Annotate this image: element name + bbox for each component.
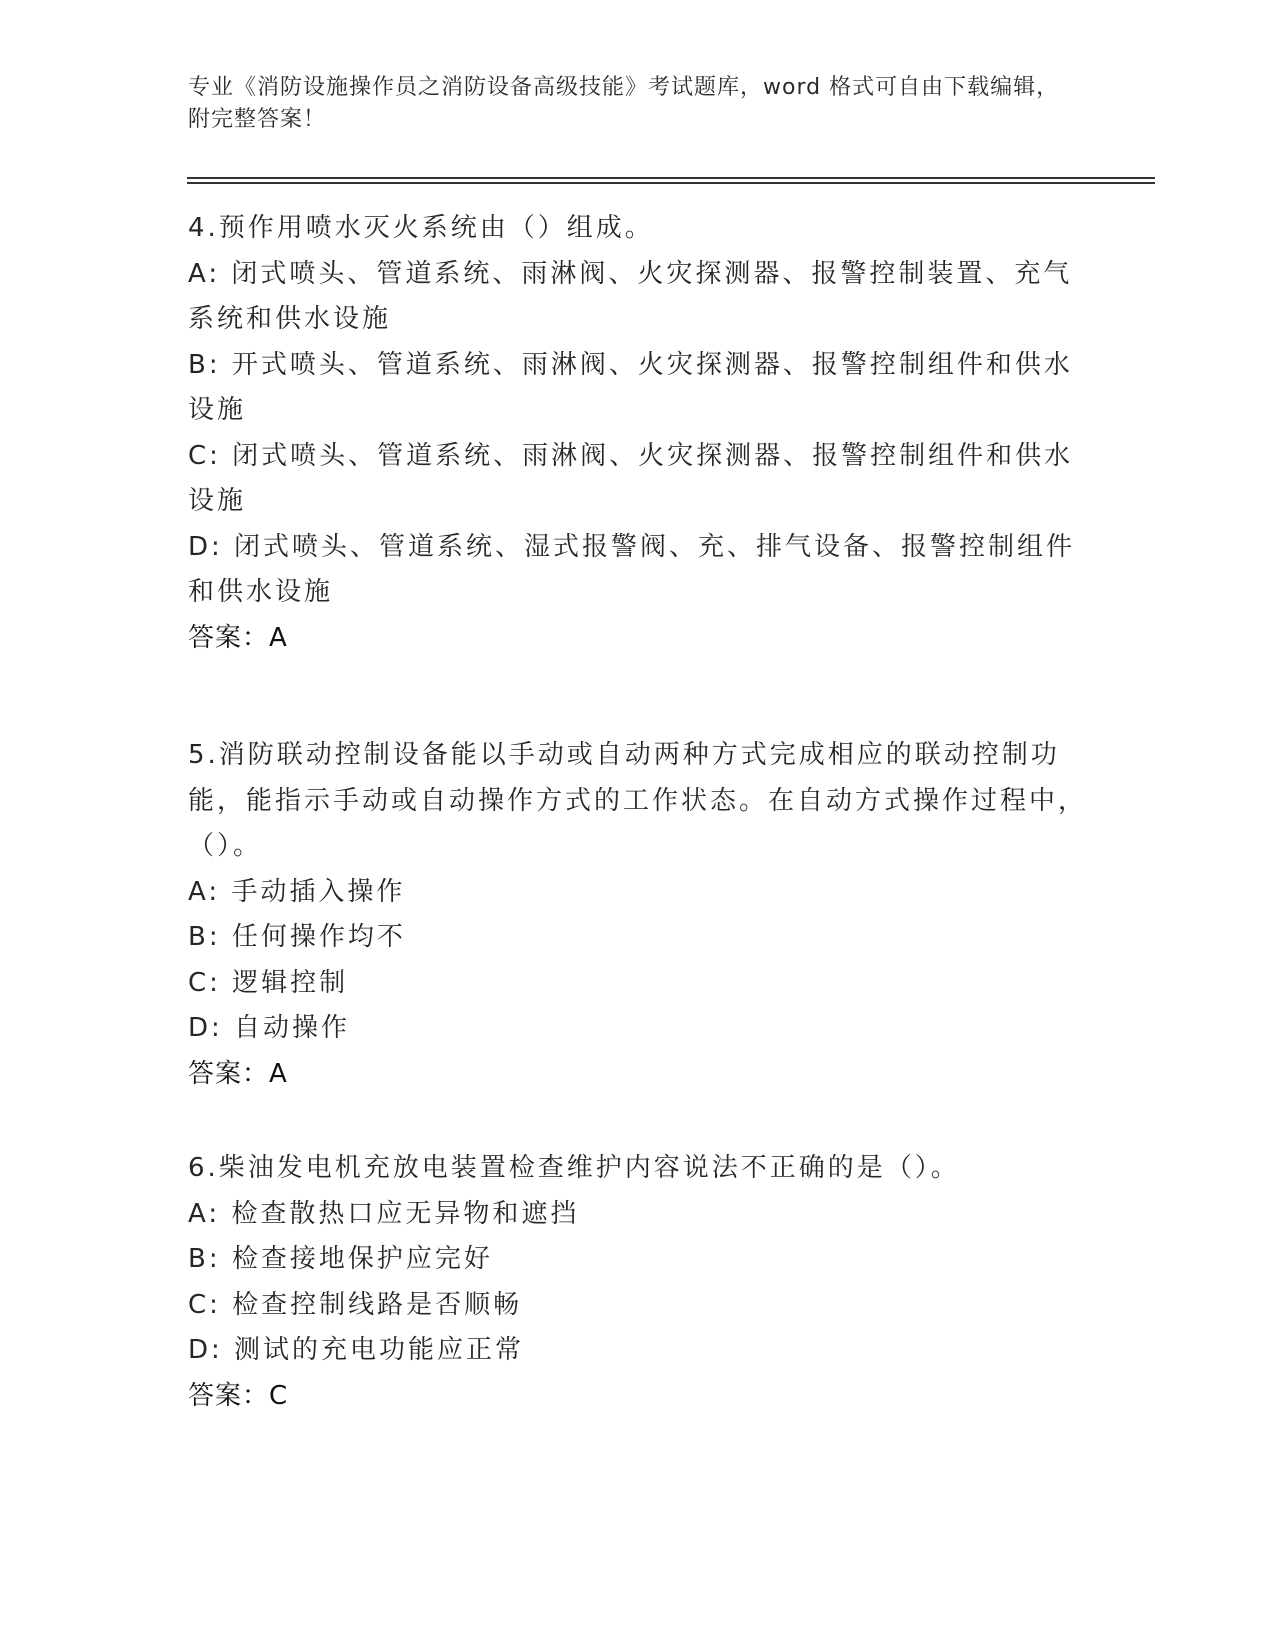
- question-stem: 5.消防联动控制设备能以手动或自动两种方式完成相应的联动控制功能，能指示手动或自动操作方式的工作状态。在自动方式操作过程中，（）。: [188, 740, 1088, 861]
- question-block: [188, 206, 1088, 661]
- header-divider-bottom: [187, 182, 1155, 184]
- option-d: D: 闭式喷头、管道系统、湿式报警阀、充、排气设备、报警控制组件和供水设施: [188, 531, 1076, 607]
- option-a: A: 检查散热口应无异物和遮挡: [188, 1198, 580, 1229]
- question-block: [188, 1146, 1088, 1419]
- header-divider-top: [187, 177, 1155, 179]
- document-header: 专业《消防设施操作员之消防设备高级技能》考试题库，word 格式可自由下载编辑，附完整答案！: [188, 75, 1060, 132]
- answer-line: 答案：A: [188, 1058, 288, 1089]
- question-block: [188, 733, 1088, 1097]
- option-c: C: 逻辑控制: [188, 967, 349, 998]
- answer-line: 答案：C: [188, 1380, 289, 1411]
- option-b: B: 任何操作均不: [188, 922, 406, 952]
- option-b: B: 检查接地保护应完好: [188, 1244, 493, 1274]
- option-a: A: 手动插入操作: [188, 876, 406, 907]
- question-stem: 6.柴油发电机充放电装置检查维护内容说法不正确的是（）。: [188, 1153, 960, 1183]
- option-d: D: 自动操作: [188, 1013, 351, 1043]
- question-stem: 4.预作用喷水灭火系统由（）组成。: [188, 213, 654, 243]
- option-b: B: 开式喷头、管道系统、雨淋阀、火灾探测器、报警控制组件和供水设施: [188, 349, 1073, 425]
- option-c: C: 检查控制线路是否顺畅: [188, 1289, 523, 1320]
- option-d: D: 测试的充电功能应正常: [188, 1335, 525, 1365]
- answer-line: 答案：A: [188, 622, 288, 653]
- option-c: C: 闭式喷头、管道系统、雨淋阀、火灾探测器、报警控制组件和供水设施: [188, 440, 1074, 516]
- option-a: A: 闭式喷头、管道系统、雨淋阀、火灾探测器、报警控制装置、充气系统和供水设施: [188, 258, 1073, 334]
